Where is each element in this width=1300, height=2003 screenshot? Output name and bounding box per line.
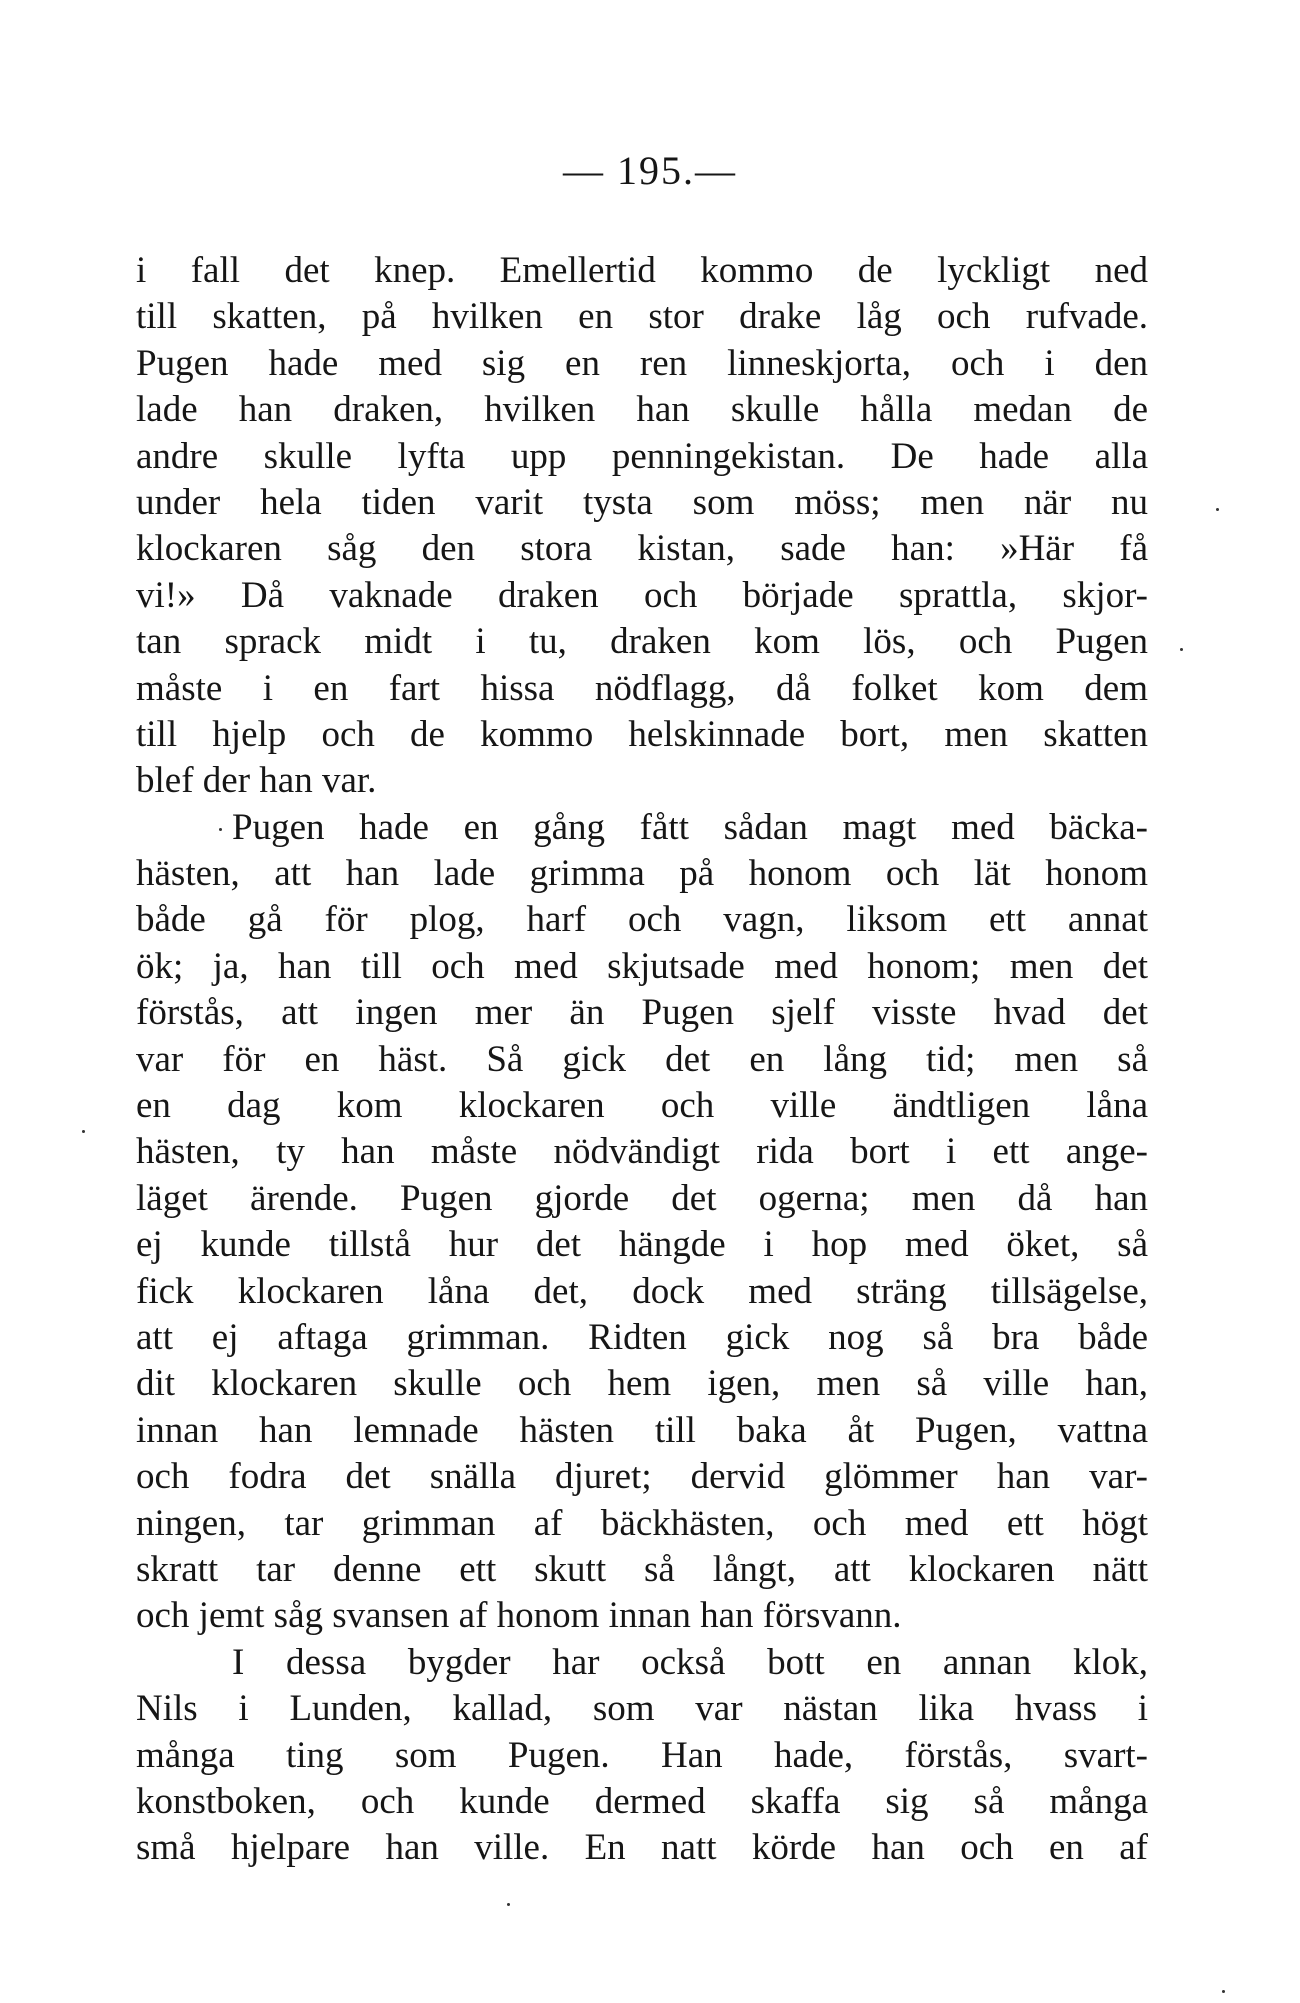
- text-line: dit klockaren skulle och hem igen, men så ville han,: [136, 1363, 1148, 1405]
- text-line: under hela tiden varit tysta som möss; men när nu: [136, 481, 1148, 523]
- text-line: blef der han var.: [136, 760, 377, 802]
- text-line: i fall det knep. Emellertid kommo de lyckligt ned: [136, 250, 1148, 291]
- text-line: och jemt såg svansen af honom innan han försvann.: [136, 1595, 902, 1637]
- page-number: — 195.—: [563, 148, 737, 193]
- text-line: och fodra det snälla djuret; dervid glömmer han var-: [136, 1456, 1148, 1498]
- text-line: både gå för plog, harf och vagn, liksom ett annat: [136, 899, 1148, 941]
- text-line: många ting som Pugen. Han hade, förstås, svart-: [136, 1734, 1148, 1776]
- print-speck: [1180, 648, 1183, 651]
- text-line: konstboken, och kunde dermed skaffa sig så många: [136, 1780, 1148, 1822]
- text-line: till hjelp och de kommo helskinnade bort, men skatten: [136, 713, 1148, 755]
- text-line: skratt tar denne ett skutt så långt, att klockaren nätt: [136, 1548, 1148, 1590]
- print-speck: [219, 828, 222, 831]
- text-line: klockaren såg den stora kistan, sade han: »Här få: [136, 528, 1148, 570]
- text-line: ningen, tar grimman af bäckhästen, och med ett högt: [136, 1502, 1148, 1544]
- text-line: fick klockaren låna det, dock med sträng tillsägelse,: [136, 1270, 1148, 1312]
- text-line: tan sprack midt i tu, draken kom lös, och Pugen: [136, 621, 1148, 663]
- text-line: vi!» Då vaknade draken och började sprattla, skjor-: [136, 574, 1148, 616]
- text-line: att ej aftaga grimman. Ridten gick nog så bra både: [136, 1316, 1148, 1358]
- text-line: hästen, ty han måste nödvändigt rida bort i ett ange-: [136, 1131, 1148, 1173]
- text-line: Nils i Lunden, kallad, som var nästan lika hvass i: [136, 1688, 1148, 1730]
- text-line: små hjelpare han ville. En natt körde han och en af: [136, 1827, 1148, 1869]
- paragraph-start-line: I dessa bygder har också bott en annan klok,: [232, 1641, 1148, 1683]
- text-line: andre skulle lyfta upp penningekistan. De hade alla: [136, 435, 1148, 477]
- text-line: hästen, att han lade grimma på honom och lät honom: [136, 853, 1148, 895]
- paragraph-start-line: Pugen hade en gång fått sådan magt med bäcka-: [232, 806, 1148, 848]
- text-line: var för en häst. Så gick det en lång tid; men så: [136, 1038, 1148, 1080]
- text-line: förstås, att ingen mer än Pugen sjelf visste hvad det: [136, 992, 1148, 1034]
- body-text: [136, 248, 1148, 1872]
- text-line: måste i en fart hissa nödflagg, då folket kom dem: [136, 667, 1148, 709]
- print-speck: [1222, 1990, 1225, 1993]
- text-line: lade han draken, hvilken han skulle hålla medan de: [136, 389, 1148, 431]
- print-speck: [1216, 508, 1219, 511]
- text-line: innan han lemnade hästen till baka åt Pugen, vattna: [136, 1409, 1148, 1451]
- text-line: ej kunde tillstå hur det hängde i hop med öket, så: [136, 1224, 1148, 1266]
- text-line: ök; ja, han till och med skjutsade med honom; men det: [136, 945, 1148, 987]
- text-line: till skatten, på hvilken en stor drake låg och rufvade.: [136, 296, 1148, 338]
- text-line: Pugen hade med sig en ren linneskjorta, och i den: [136, 342, 1148, 384]
- text-line: läget ärende. Pugen gjorde det ogerna; men då han: [136, 1177, 1148, 1219]
- text-line: en dag kom klockaren och ville ändtligen låna: [136, 1085, 1148, 1127]
- print-speck: [82, 1130, 85, 1133]
- print-speck: [507, 1903, 510, 1906]
